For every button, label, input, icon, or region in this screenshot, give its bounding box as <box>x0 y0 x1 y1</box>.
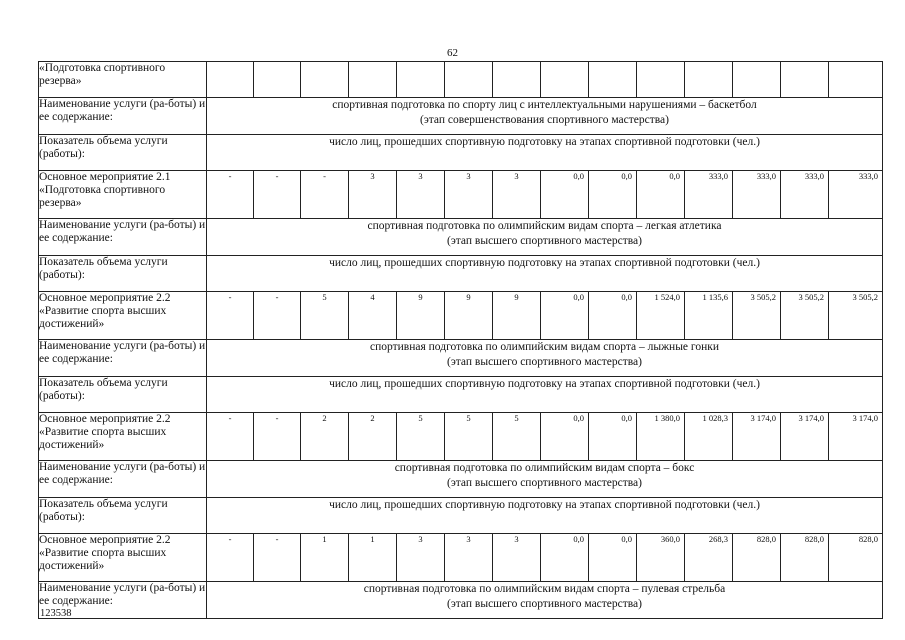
description-line-2: (этап высшего спортивного мастерства) <box>447 235 642 247</box>
value-cell: 2 <box>349 413 397 461</box>
value-cell: 5 <box>301 292 349 340</box>
service-description <box>207 461 883 498</box>
value-cell: 3 505,2 <box>781 292 829 340</box>
value-cell: 1 <box>301 534 349 582</box>
value-cell: 9 <box>397 292 445 340</box>
row-label: Основное мероприятие 2.2 «Развитие спорта высших достижений» <box>39 292 207 340</box>
description-line: число лиц, прошедших спортивную подготовку на этапах спортивной подготовки (чел.) <box>329 257 760 269</box>
value-cell: 9 <box>493 292 541 340</box>
value-cell <box>254 62 301 98</box>
indicator-description <box>207 498 883 534</box>
value-cell: 9 <box>445 292 493 340</box>
table-row-indicator <box>39 377 883 413</box>
footer-code: 123538 <box>40 608 72 619</box>
value-cell: 3 174,0 <box>733 413 781 461</box>
value-cell <box>301 62 349 98</box>
value-cell: 0,0 <box>589 413 637 461</box>
value-cell: - <box>254 413 301 461</box>
value-cell <box>445 62 493 98</box>
table-row-measure <box>39 413 883 461</box>
value-cell <box>397 62 445 98</box>
row-label: Наименование услуги (ра-боты) и ее содержание: <box>39 461 207 498</box>
row-label: Основное мероприятие 2.2 «Развитие спорта высших достижений» <box>39 534 207 582</box>
value-cell <box>493 62 541 98</box>
value-cell: 0,0 <box>637 171 685 219</box>
value-cell: 1 028,3 <box>685 413 733 461</box>
description-line: спортивная подготовка по олимпийским видам спорта – бокс <box>394 462 695 474</box>
value-cell: 333,0 <box>733 171 781 219</box>
value-cell: 5 <box>493 413 541 461</box>
indicator-description <box>207 377 883 413</box>
value-cell <box>685 62 733 98</box>
value-cell <box>829 62 883 98</box>
value-cell: - <box>207 171 254 219</box>
indicator-description <box>207 135 883 171</box>
description-line: спортивная подготовка по олимпийским видам спорта – пулевая стрельба <box>363 583 726 595</box>
row-label: Наименование услуги (ра-боты) и ее содержание: <box>39 98 207 135</box>
program-table <box>38 61 883 619</box>
value-cell: - <box>207 292 254 340</box>
row-label: «Подготовка спортивного резерва» <box>39 62 207 98</box>
value-cell: 3 <box>445 534 493 582</box>
row-label: Основное мероприятие 2.2 «Развитие спорта высших достижений» <box>39 413 207 461</box>
value-cell: 3 <box>493 534 541 582</box>
value-cell: 0,0 <box>541 534 589 582</box>
description-line: число лиц, прошедших спортивную подготовку на этапах спортивной подготовки (чел.) <box>329 378 760 390</box>
value-cell <box>637 62 685 98</box>
value-cell <box>541 62 589 98</box>
value-cell: 3 <box>397 171 445 219</box>
value-cell: 2 <box>301 413 349 461</box>
table-row-measure <box>39 171 883 219</box>
value-cell: 1 380,0 <box>637 413 685 461</box>
row-label: Наименование услуги (ра-боты) и ее содержание: <box>39 219 207 256</box>
table-row-service <box>39 461 883 498</box>
value-cell: 0,0 <box>589 534 637 582</box>
row-label: Наименование услуги (ра-боты) и ее содержание: <box>39 340 207 377</box>
value-cell: 1 135,6 <box>685 292 733 340</box>
value-cell <box>349 62 397 98</box>
value-cell: 828,0 <box>733 534 781 582</box>
table-row-service <box>39 582 883 619</box>
value-cell <box>733 62 781 98</box>
service-description <box>207 582 883 619</box>
value-cell: 828,0 <box>781 534 829 582</box>
page-number: 62 <box>447 47 458 59</box>
value-cell: 3 <box>493 171 541 219</box>
value-cell: 4 <box>349 292 397 340</box>
service-description <box>207 340 883 377</box>
value-cell: 360,0 <box>637 534 685 582</box>
table-row-indicator <box>39 135 883 171</box>
description-line: число лиц, прошедших спортивную подготовку на этапах спортивной подготовки (чел.) <box>329 499 760 511</box>
description-line-2: (этап высшего спортивного мастерства) <box>447 356 642 368</box>
value-cell: 333,0 <box>829 171 883 219</box>
value-cell: 3 174,0 <box>829 413 883 461</box>
value-cell: 268,3 <box>685 534 733 582</box>
value-cell: - <box>254 292 301 340</box>
value-cell: 828,0 <box>829 534 883 582</box>
table-row-measure <box>39 292 883 340</box>
value-cell: 0,0 <box>541 292 589 340</box>
value-cell: 3 <box>397 534 445 582</box>
value-cell <box>207 62 254 98</box>
value-cell: - <box>254 534 301 582</box>
value-cell: 0,0 <box>541 171 589 219</box>
table-row-service <box>39 340 883 377</box>
value-cell: 0,0 <box>541 413 589 461</box>
value-cell: 3 505,2 <box>733 292 781 340</box>
indicator-description <box>207 256 883 292</box>
value-cell <box>781 62 829 98</box>
value-cell: 0,0 <box>589 292 637 340</box>
description-line-2: (этап совершенствования спортивного мастерства) <box>420 114 669 126</box>
value-cell: - <box>254 171 301 219</box>
value-cell: - <box>207 534 254 582</box>
value-cell: 3 <box>349 171 397 219</box>
value-cell: 1 <box>349 534 397 582</box>
value-cell: - <box>207 413 254 461</box>
table-row-indicator <box>39 256 883 292</box>
row-label: Показатель объема услуги (работы): <box>39 498 207 534</box>
table-row-measure <box>39 534 883 582</box>
service-description <box>207 219 883 256</box>
description-line-2: (этап высшего спортивного мастерства) <box>447 477 642 489</box>
table-body <box>39 62 883 619</box>
row-label: Показатель объема услуги (работы): <box>39 377 207 413</box>
description-line: спортивная подготовка по олимпийским видам спорта – легкая атлетика <box>367 220 722 232</box>
table-row-service <box>39 98 883 135</box>
value-cell: 0,0 <box>589 171 637 219</box>
description-line: число лиц, прошедших спортивную подготовку на этапах спортивной подготовки (чел.) <box>329 136 760 148</box>
table-row-indicator <box>39 498 883 534</box>
value-cell: 5 <box>445 413 493 461</box>
value-cell: 3 505,2 <box>829 292 883 340</box>
value-cell: 5 <box>397 413 445 461</box>
value-cell: - <box>301 171 349 219</box>
value-cell: 1 524,0 <box>637 292 685 340</box>
row-label: Показатель объема услуги (работы): <box>39 135 207 171</box>
value-cell: 3 174,0 <box>781 413 829 461</box>
service-description <box>207 98 883 135</box>
table-row-measure <box>39 62 883 98</box>
description-line-2: (этап высшего спортивного мастерства) <box>447 598 642 610</box>
value-cell: 333,0 <box>781 171 829 219</box>
description-line: спортивная подготовка по олимпийским видам спорта – лыжные гонки <box>370 341 719 353</box>
row-label: Наименование услуги (ра-боты) и ее содержание: <box>39 582 207 619</box>
value-cell: 3 <box>445 171 493 219</box>
row-label: Основное мероприятие 2.1 «Подготовка спортивного резерва» <box>39 171 207 219</box>
value-cell <box>589 62 637 98</box>
description-line: спортивная подготовка по спорту лиц с интеллектуальными нарушениями – баскетбол <box>332 99 757 111</box>
value-cell: 333,0 <box>685 171 733 219</box>
table-row-service <box>39 219 883 256</box>
row-label: Показатель объема услуги (работы): <box>39 256 207 292</box>
